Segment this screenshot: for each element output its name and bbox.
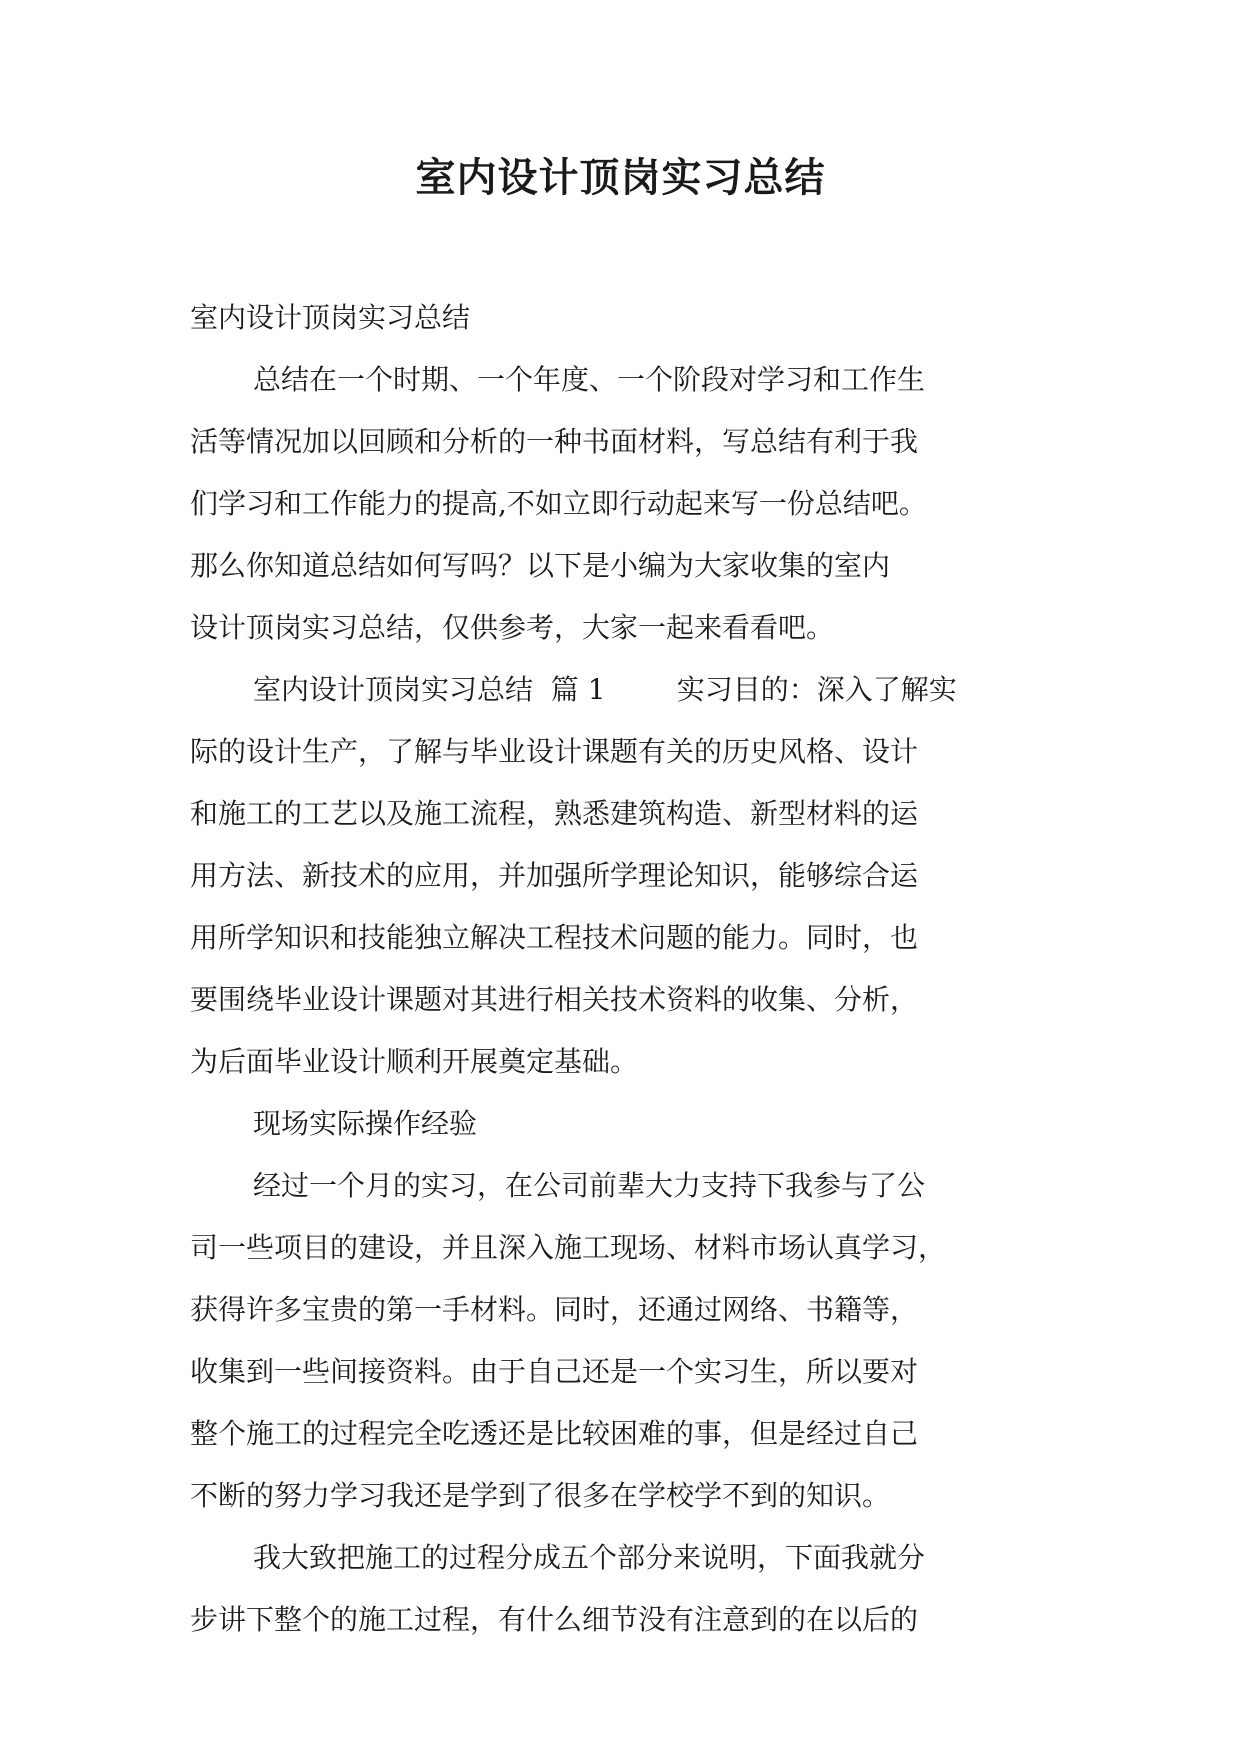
text-line: 设计顶岗实习总结，仅供参考，大家一起来看看吧。: [190, 611, 835, 644]
text-line: 为后面毕业设计顺利开展奠定基础。: [190, 1045, 639, 1078]
text-line: 际的设计生产，了解与毕业设计课题有关的历史风格、设计: [190, 735, 919, 768]
text-line: 步讲下整个的施工过程，有什么细节没有注意到的在以后的: [190, 1603, 919, 1636]
text-line: 要围绕毕业设计课题对其进行相关技术资料的收集、分析，: [190, 983, 919, 1016]
text-line: 经过一个月的实习，在公司前辈大力支持下我参与了公: [253, 1169, 926, 1202]
document-title: 室内设计顶岗实习总结: [415, 154, 826, 201]
text-line: 我大致把施工的过程分成五个部分来说明，下面我就分: [253, 1541, 926, 1574]
text-line: 司一些项目的建设，并且深入施工现场、材料市场认真学习，: [190, 1231, 947, 1264]
text-line: 那么你知道总结如何写吗？以下是小编为大家收集的室内: [190, 549, 891, 582]
text-line: 室内设计顶岗实习总结: [190, 301, 471, 334]
document-body: [190, 287, 1054, 1651]
text-line: 获得许多宝贵的第一手材料。同时，还通过网络、书籍等，: [190, 1293, 919, 1326]
text-line: 用所学知识和技能独立解决工程技术问题的能力。同时，也: [190, 921, 919, 954]
text-line: 室内设计顶岗实习总结 篇 1 实习目的：深入了解实: [253, 673, 957, 706]
text-line: 和施工的工艺以及施工流程，熟悉建筑构造、新型材料的运: [190, 797, 919, 830]
text-line: 们学习和工作能力的提高,不如立即行动起来写一份总结吧。: [190, 487, 927, 520]
text-line: 整个施工的过程完全吃透还是比较困难的事，但是经过自己: [190, 1417, 919, 1450]
text-line: 不断的努力学习我还是学到了很多在学校学不到的知识。: [190, 1479, 891, 1512]
text-line: 活等情况加以回顾和分析的一种书面材料，写总结有利于我: [190, 425, 919, 458]
text-line: 收集到一些间接资料。由于自己还是一个实习生，所以要对: [190, 1355, 919, 1388]
text-line: 现场实际操作经验: [253, 1107, 478, 1140]
text-line: 总结在一个时期、一个年度、一个阶段对学习和工作生: [253, 363, 926, 396]
text-line: 用方法、新技术的应用，并加强所学理论知识，能够综合运: [190, 859, 919, 892]
